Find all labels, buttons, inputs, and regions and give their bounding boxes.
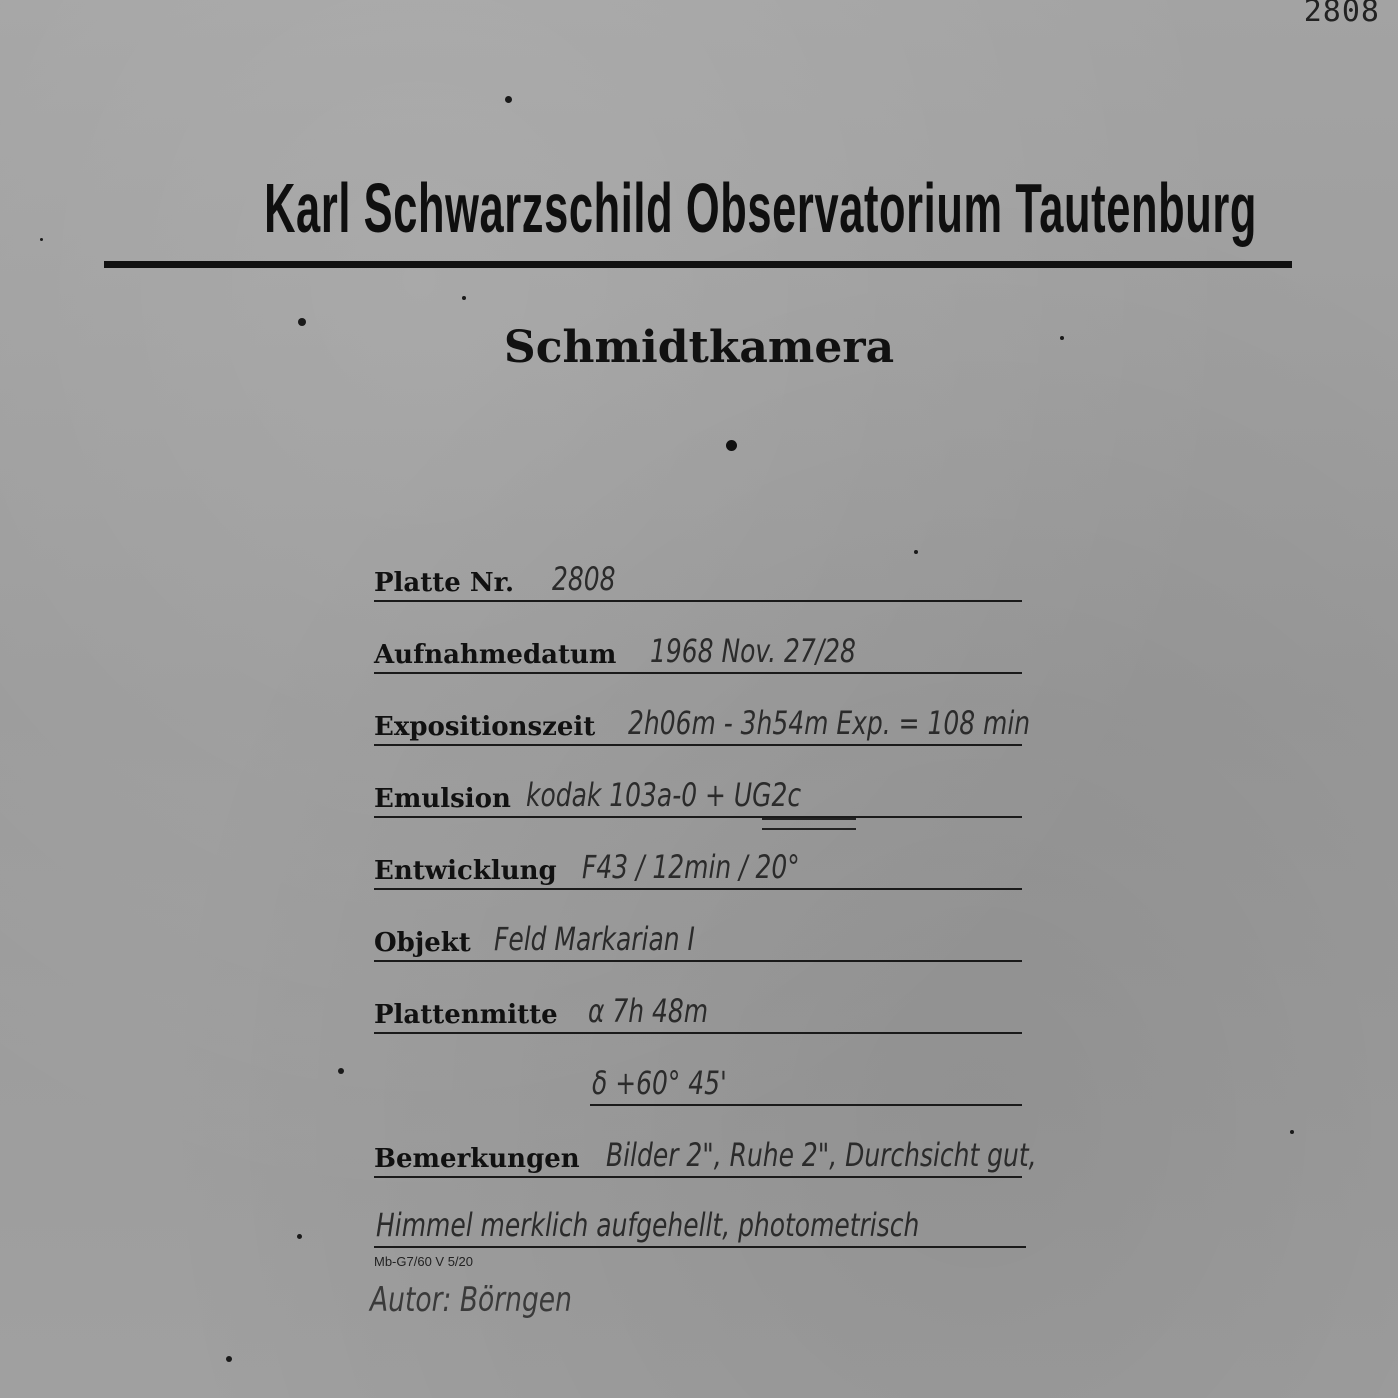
form-code: Mb-G7/60 V 5/20 bbox=[374, 1254, 473, 1269]
remarks-line-2: Himmel merklich aufgehellt, photometrisch bbox=[376, 1206, 920, 1244]
plate-center-dec: δ +60° 45' bbox=[592, 1064, 727, 1102]
field-exposure bbox=[374, 700, 1031, 746]
date-value: 1968 Nov. 27/28 bbox=[650, 632, 856, 670]
field-remarks bbox=[374, 1132, 1037, 1178]
remarks-label: Bemerkungen bbox=[374, 1144, 580, 1174]
emulsion-label: Emulsion bbox=[374, 784, 511, 814]
object-value: Feld Markarian I bbox=[494, 920, 695, 958]
field-rule bbox=[374, 672, 1022, 674]
author-note: Autor: Börngen bbox=[370, 1280, 572, 1320]
field-rule bbox=[374, 960, 1022, 962]
paper-speck bbox=[462, 296, 466, 300]
center-dot bbox=[726, 440, 737, 451]
field-rule bbox=[590, 1104, 1022, 1106]
plate-center-ra: α 7h 48m bbox=[588, 992, 709, 1030]
paper-speck bbox=[505, 96, 512, 103]
date-label: Aufnahmedatum bbox=[374, 640, 617, 670]
paper-speck bbox=[297, 1234, 302, 1239]
field-rule bbox=[374, 744, 1022, 746]
field-plate-center-dec bbox=[590, 1060, 1022, 1106]
plate-number-value: 2808 bbox=[552, 560, 616, 598]
plate-number-label: Platte Nr. bbox=[374, 568, 515, 598]
paper-speck bbox=[914, 550, 918, 554]
paper-speck bbox=[1290, 1130, 1294, 1134]
field-plate-center bbox=[374, 988, 1022, 1034]
field-rule bbox=[374, 1176, 1022, 1178]
field-development bbox=[374, 844, 1022, 890]
title-rule bbox=[104, 261, 1292, 268]
page-subtitle: Schmidtkamera bbox=[503, 322, 895, 373]
field-date bbox=[374, 628, 1022, 674]
emulsion-value: kodak 103a-0 + UG2c bbox=[526, 776, 802, 814]
field-rule bbox=[374, 888, 1022, 890]
field-rule bbox=[374, 1246, 1026, 1248]
filter-underline bbox=[762, 818, 856, 830]
archive-number: 2808 bbox=[1303, 0, 1380, 29]
institute-title: Karl Schwarzschild Observatorium Tautenburg bbox=[264, 169, 1258, 247]
field-remarks-continued bbox=[374, 1200, 1026, 1248]
exposure-value: 2h06m - 3h54m Exp. = 108 min bbox=[628, 704, 1031, 742]
field-rule bbox=[374, 816, 1022, 818]
remarks-line-1: Bilder 2", Ruhe 2", Durchsicht gut, bbox=[606, 1136, 1037, 1174]
exposure-label: Expositionszeit bbox=[374, 712, 596, 742]
field-rule bbox=[374, 1032, 1022, 1034]
object-label: Objekt bbox=[374, 928, 471, 958]
field-object bbox=[374, 916, 1022, 962]
field-emulsion bbox=[374, 772, 1022, 818]
plate-center-label: Plattenmitte bbox=[374, 1000, 558, 1030]
field-rule bbox=[374, 600, 1022, 602]
development-label: Entwicklung bbox=[374, 856, 557, 886]
paper-speck bbox=[226, 1356, 232, 1362]
development-value: F43 / 12min / 20° bbox=[582, 848, 800, 886]
paper-speck bbox=[338, 1068, 344, 1074]
field-plate-number bbox=[374, 556, 1022, 602]
paper-speck bbox=[40, 238, 43, 241]
